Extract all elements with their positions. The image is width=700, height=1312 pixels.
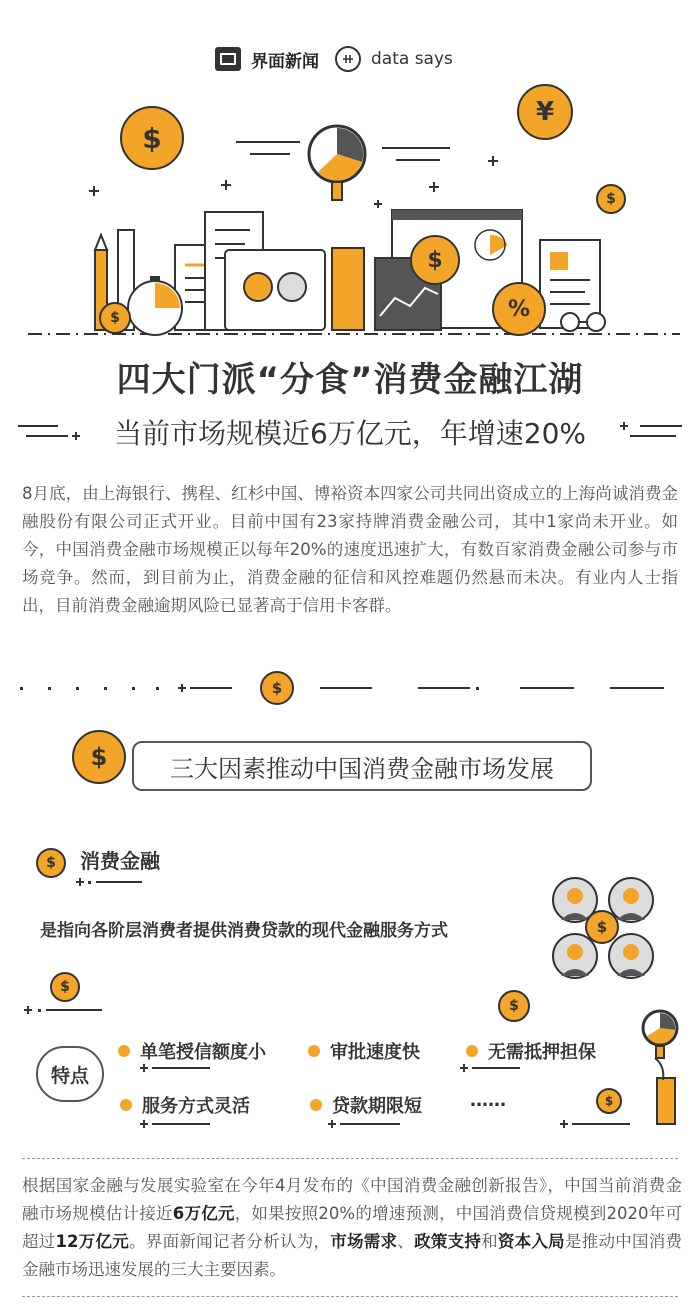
bottom-divider-bottom — [22, 1296, 678, 1297]
dollar-coin-icon: $ — [596, 184, 626, 214]
feature-item: 服务方式灵活 — [120, 1092, 250, 1118]
intro-paragraph: 8月底，由上海银行、携程、红杉中国、博裕资本四家公司共同出资成立的上海尚诚消费金融股份有限公司正式开业。目前中国有23家持牌消费金融公司，其中1家尚未开业。如今，中国消费金融市场规模正以每年20%的速度迅速扩大，有数百家消费金融公司参与市场竞争。然而，到目前为止，消费金融的征信和风控难题仍然悬而未决。有业内人士指出，目前消费金融逾期风险已显著高于信用卡客群。 — [22, 484, 678, 615]
data-says-logo-icon — [335, 46, 361, 72]
dollar-bubble-icon: $ — [72, 730, 126, 784]
term-heading: 消费金融 — [80, 849, 160, 873]
dollar-coin-icon: $ — [498, 990, 530, 1022]
dollar-bubble-icon: $ — [410, 235, 460, 285]
dollar-coin-icon: $ — [596, 1088, 622, 1114]
page-title: 四大门派“分食”消费金融江湖 — [116, 360, 584, 400]
section-divider — [0, 668, 700, 708]
stopwatch-icon — [128, 276, 182, 335]
feature-item: 无需抵押担保 — [466, 1038, 596, 1064]
brand-sub: data says — [371, 49, 453, 69]
bottom-divider-top — [22, 1158, 678, 1159]
dollar-bubble-icon: $ — [120, 106, 184, 170]
factors-heading: 三大因素推动中国消费金融市场发展 — [132, 741, 592, 791]
feature-item: 贷款期限短 — [310, 1092, 422, 1118]
dollar-coin-icon: $ — [260, 671, 294, 705]
percent-coin-icon: % — [492, 282, 546, 336]
feature-item: 审批速度快 — [308, 1038, 420, 1064]
dollar-coin-icon: $ — [36, 848, 66, 878]
bottom-paragraph: 根据国家金融与发展实验室在今年4月发布的《中国消费金融创新报告》，中国当前消费金融市场规模估计接近6万亿元，如果按照20%的增速预测，中国消费信贷规模到2020年可超过12万亿元。界面新闻记者分析认为，市场需求、政策支持和资本入局是推动中国消费金融市场迅速发展的三大主要因素。 — [22, 1176, 683, 1279]
features-underline-deco — [110, 1062, 690, 1132]
dollar-coin-icon: $ — [50, 972, 80, 1002]
feature-item: 单笔授信额度小 — [118, 1038, 266, 1064]
subtitle-deco-right — [616, 420, 682, 442]
term-definition: 是指向各阶层消费者提供消费贷款的现代金融服务方式 — [40, 921, 448, 941]
yuan-bubble-icon: ¥ — [517, 84, 573, 140]
features-more: …… — [470, 1090, 506, 1111]
bullet-dot-icon — [118, 1045, 130, 1057]
features-label: 特点 — [36, 1046, 104, 1102]
page-subtitle: 当前市场规模近6万亿元，年增速20% — [113, 417, 587, 450]
features-deco — [22, 1004, 112, 1016]
dollar-coin-icon: $ — [99, 302, 131, 334]
term-underline-deco — [74, 876, 174, 888]
bullet-dot-icon — [308, 1045, 320, 1057]
bullet-dot-icon — [466, 1045, 478, 1057]
brand-header — [215, 44, 453, 74]
dollar-coin-icon: $ — [585, 910, 619, 944]
brand-name: 界面新闻 — [251, 51, 319, 72]
jiemian-logo-icon — [215, 47, 241, 71]
